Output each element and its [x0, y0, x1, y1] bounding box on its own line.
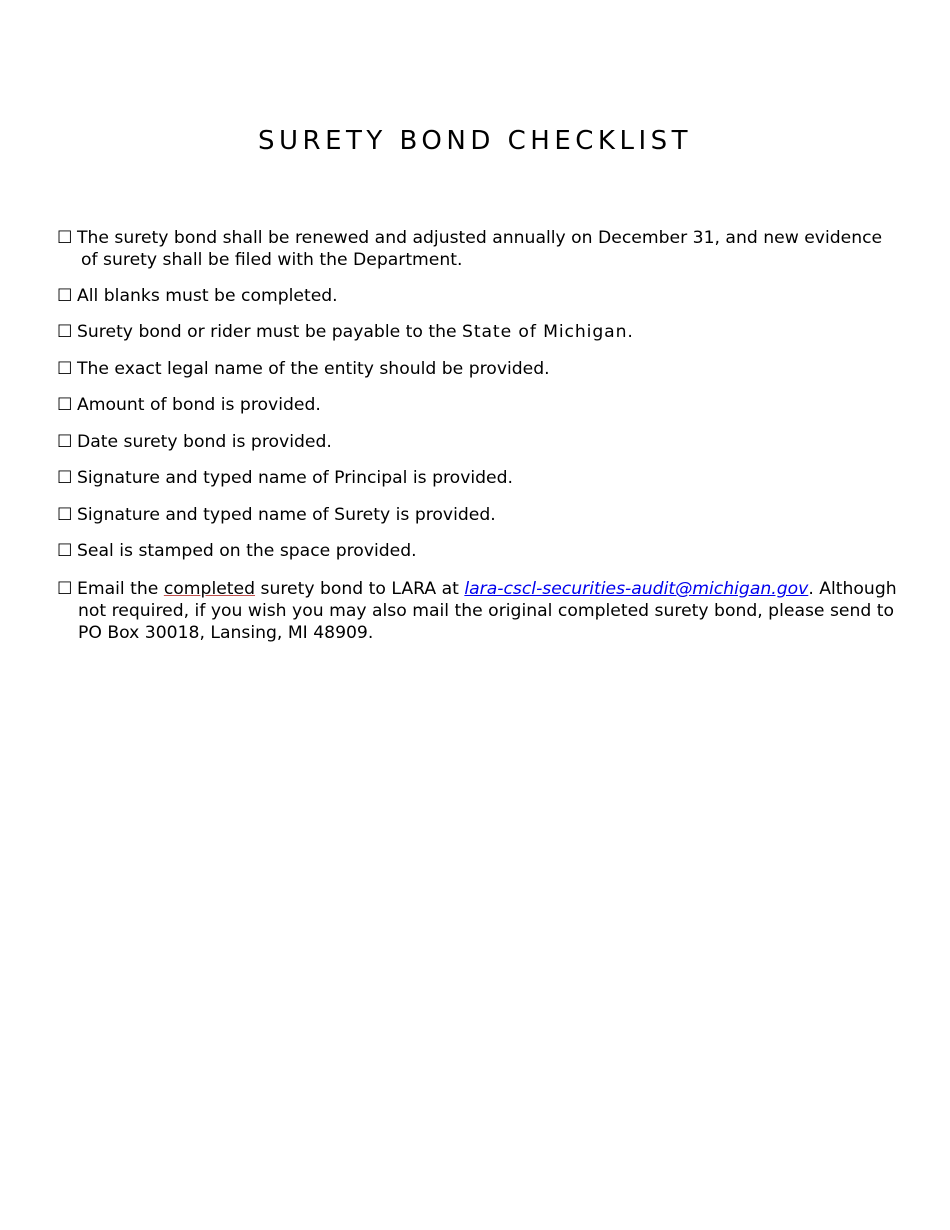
item-text-line2: not required, if you wish you may also mail the original completed surety bond, please send to	[78, 601, 895, 621]
checklist-item-amount	[57, 394, 917, 416]
checklist-item-surety-signature	[57, 504, 917, 526]
item-text-underlined: completed	[163, 579, 256, 599]
item-text-line3: PO Box 30018, Lansing, MI 48909.	[78, 623, 374, 643]
checkbox-icon[interactable]: ☐	[57, 541, 73, 561]
item-text: Seal is stamped on the space provided.	[77, 541, 417, 561]
item-text-part2: surety bond to LARA at	[260, 579, 459, 599]
checklist-item-renewal	[57, 227, 917, 271]
checklist-item-blanks	[57, 285, 917, 307]
item-text-emphasis: State of Michigan.	[462, 322, 634, 342]
checklist-item-email	[57, 578, 917, 644]
checklist-item-principal-signature	[57, 467, 917, 489]
checkbox-icon[interactable]: ☐	[57, 432, 73, 452]
item-text-line2: of surety shall be filed with the Department.	[81, 250, 463, 270]
checkbox-icon[interactable]: ☐	[57, 359, 73, 379]
checkbox-icon[interactable]: ☐	[57, 228, 73, 248]
checkbox-icon[interactable]: ☐	[57, 468, 73, 488]
item-text: The exact legal name of the entity should be provided.	[77, 359, 550, 379]
checklist-item-date	[57, 431, 917, 453]
item-text-part1: Email the	[77, 579, 159, 599]
item-text-part3: . Although	[808, 579, 897, 599]
item-text-line1: The surety bond shall be renewed and adjusted annually on December 31, and new evidence	[77, 228, 883, 248]
checkbox-icon[interactable]: ☐	[57, 395, 73, 415]
item-text: Date surety bond is provided.	[77, 432, 332, 452]
checklist-item-payable	[57, 321, 917, 343]
checkbox-icon[interactable]: ☐	[57, 579, 73, 599]
checkbox-icon[interactable]: ☐	[57, 322, 73, 342]
item-text: Signature and typed name of Surety is provided.	[77, 505, 496, 525]
item-text: Signature and typed name of Principal is provided.	[77, 468, 513, 488]
item-text: Surety bond or rider must be payable to the	[77, 322, 457, 342]
checklist-item-legal-name	[57, 358, 917, 380]
checkbox-icon[interactable]: ☐	[57, 505, 73, 525]
item-text: Amount of bond is provided.	[77, 395, 321, 415]
checklist-item-seal	[57, 540, 917, 562]
checkbox-icon[interactable]: ☐	[57, 286, 73, 306]
item-text: All blanks must be completed.	[77, 286, 338, 306]
page-title: SURETY BOND CHECKLIST	[257, 126, 692, 156]
email-link[interactable]: lara-cscl-securities-audit@michigan.gov	[464, 579, 809, 599]
